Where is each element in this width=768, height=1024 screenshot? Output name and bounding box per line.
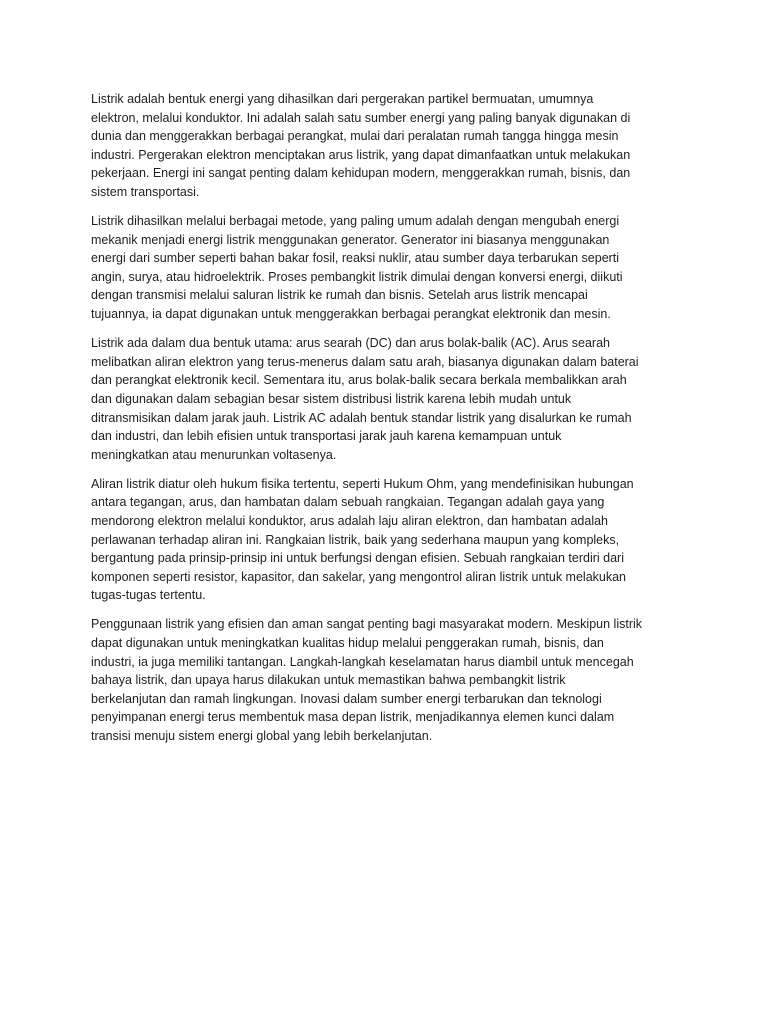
paragraph-2 [91, 212, 681, 324]
text-line: pekerjaan. Energi ini sangat penting dalam kehidupan modern, menggerakkan rumah, bisnis, dan [91, 166, 631, 181]
text-line: ditransmisikan dalam jarak jauh. Listrik AC adalah bentuk standar listrik yang disalurkan ke rumah [91, 410, 632, 425]
text-line: dan digunakan dalam sebagian besar sistem distribusi listrik karena lebih mudah untuk [91, 391, 572, 406]
paragraph-1 [91, 90, 681, 202]
text-line: angin, surya, atau hidroelektrik. Proses pembangkit listrik dimulai dengan konversi energi, diikuti [91, 269, 623, 284]
document-body [91, 90, 681, 756]
text-line: Penggunaan listrik yang efisien dan aman sangat penting bagi masyarakat modern. Meskipun listrik [91, 617, 643, 632]
paragraph-3 [91, 334, 681, 464]
text-line: penyimpanan energi terus membentuk masa depan listrik, menjadikannya elemen kunci dalam [91, 710, 615, 725]
paragraph-4 [91, 475, 681, 605]
text-line: tujuannya, ia dapat digunakan untuk menggerakkan berbagai perangkat elektronik dan mesin. [91, 307, 611, 322]
text-line: transisi menuju sistem energi global yang lebih berkelanjutan. [91, 729, 433, 743]
text-line: mendorong elektron melalui konduktor, arus adalah laju aliran elektron, dan hambatan adalah [91, 513, 609, 528]
text-line: bergantung pada prinsip-prinsip ini untuk berfungsi dengan efisien. Sebuah rangkaian terdiri dari [91, 551, 624, 566]
text-line: Listrik ada dalam dua bentuk utama: arus searah (DC) dan arus bolak-balik (AC). Arus searah [91, 336, 611, 351]
text-line: elektron, melalui konduktor. Ini adalah salah satu sumber energi yang paling banyak digunakan di [91, 110, 631, 125]
text-line: dengan transmisi melalui saluran listrik ke rumah dan bisnis. Setelah arus listrik mencapai [91, 288, 588, 303]
text-line: energi dari sumber seperti bahan bakar fosil, reaksi nuklir, atau sumber daya terbarukan seperti [91, 251, 620, 266]
paragraph-5 [91, 615, 681, 745]
text-line: meningkatkan atau menurunkan voltasenya. [91, 447, 337, 462]
text-line: bahaya listrik, dan upaya harus dilakukan untuk memastikan bahwa pembangkit listrik [91, 673, 566, 688]
text-line: dan industri, dan lebih efisien untuk transportasi jarak jauh karena kemampuan untuk [91, 429, 562, 444]
text-line: Aliran listrik diatur oleh hukum fisika tertentu, seperti Hukum Ohm, yang mendefinisikan hubungan [91, 476, 634, 491]
text-line: komponen seperti resistor, kapasitor, dan sakelar, yang mengontrol aliran listrik untuk melakukan [91, 569, 627, 584]
text-line: Listrik dihasilkan melalui berbagai metode, yang paling umum adalah dengan mengubah energi [91, 214, 620, 229]
text-line: antara tegangan, arus, dan hambatan dalam sebuah rangkaian. Tegangan adalah gaya yang [91, 495, 605, 510]
text-line: dan perangkat elektronik kecil. Sementara itu, arus bolak-balik secara berkala membalikkan arah [91, 373, 627, 388]
text-line: sistem transportasi. [91, 184, 200, 199]
text-line: mekanik menjadi energi listrik menggunakan generator. Generator ini biasanya menggunakan [91, 232, 610, 247]
text-line: industri. Pergerakan elektron menciptakan arus listrik, yang dapat dimanfaatkan untuk melakukan [91, 147, 631, 162]
text-line: perlawanan terhadap aliran ini. Rangkaian listrik, baik yang sederhana maupun yang kompleks, [91, 532, 620, 547]
text-line: dunia dan menggerakkan berbagai perangkat, mulai dari peralatan rumah tangga hingga mesin [91, 129, 619, 144]
text-line: tugas-tugas tertentu. [91, 588, 206, 603]
text-line: dapat digunakan untuk meningkatkan kualitas hidup melalui penggerakan rumah, bisnis, dan [91, 636, 604, 651]
text-line: berkelanjutan dan ramah lingkungan. Inovasi dalam sumber energi terbarukan dan teknologi [91, 691, 602, 706]
text-line: industri, ia juga memiliki tantangan. Langkah-langkah keselamatan harus diambil untuk mencegah [91, 654, 634, 669]
text-line: Listrik adalah bentuk energi yang dihasilkan dari pergerakan partikel bermuatan, umumnya [91, 92, 594, 106]
text-line: melibatkan aliran elektron yang terus-menerus dalam satu arah, biasanya digunakan dalam baterai [91, 354, 639, 369]
